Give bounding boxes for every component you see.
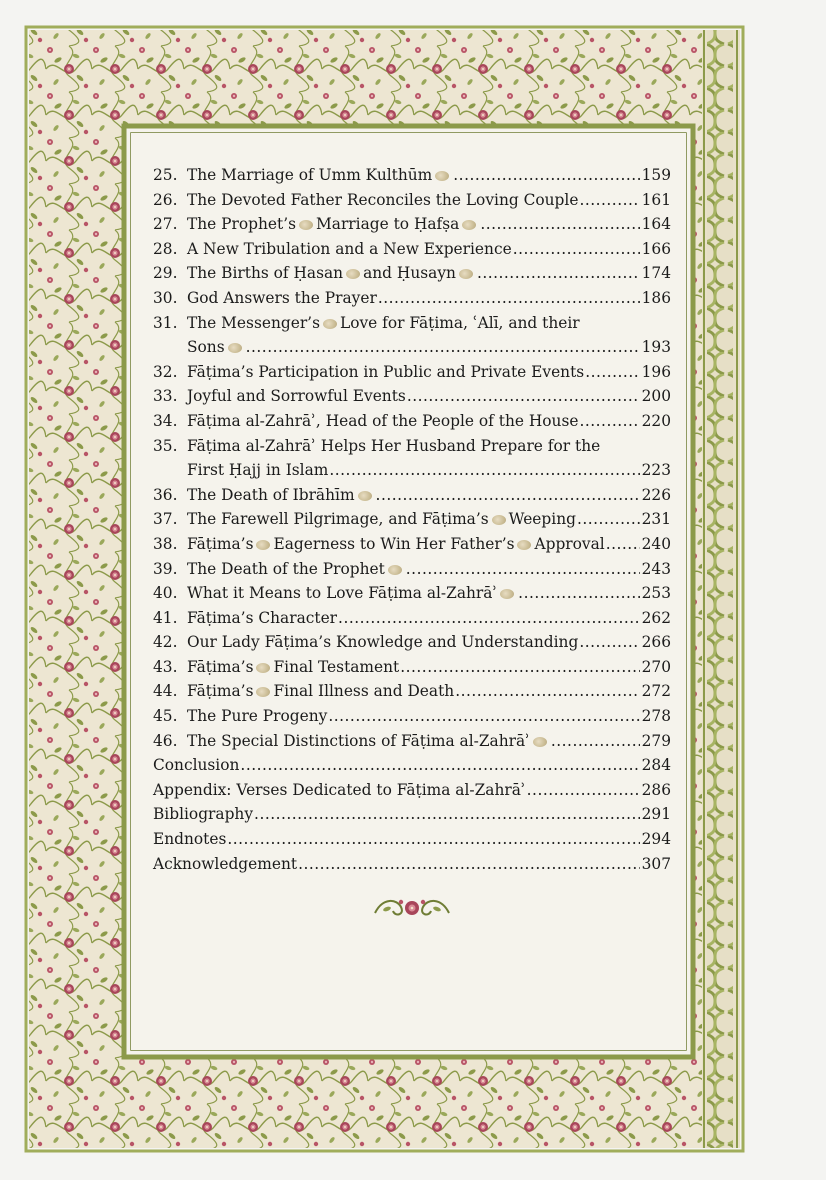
entry-title-text: The Prophet’s [187, 215, 297, 234]
toc-entry[interactable] [153, 261, 671, 286]
honorific-calligraphy-icon [256, 540, 270, 550]
entry-page-number: 231 [641, 510, 671, 529]
entry-page-number: 164 [641, 215, 671, 234]
leader-dots [585, 360, 640, 385]
honorific-calligraphy-icon [256, 687, 270, 697]
toc-entry[interactable] [153, 679, 671, 704]
leader-dots [518, 581, 640, 606]
honorific-calligraphy-icon [228, 343, 242, 353]
entry-title-text: Fāṭima’s Character [187, 608, 338, 627]
entry-number: 25. [153, 166, 178, 184]
toc-entry[interactable] [153, 286, 671, 311]
entry-page-number: 193 [641, 338, 671, 357]
entry-title-text: What it Means to Love Fāṭima al-Zahrāʾ [187, 584, 498, 603]
entry-title [187, 237, 512, 262]
entry-title [187, 458, 328, 483]
entry-title-text: The Marriage of Umm Kulthūm [187, 166, 433, 184]
entry-title-text: The Death of Ibrāhīm [187, 485, 355, 504]
honorific-calligraphy-icon [459, 269, 473, 279]
entry-title [187, 311, 580, 336]
entry-title-text: The Farewell Pilgrimage, and Fāṭima’s [187, 510, 489, 529]
toc-entry[interactable] [153, 704, 671, 729]
entry-page-number: 278 [641, 707, 671, 726]
toc-entry[interactable] [153, 163, 671, 188]
entry-title-text: Love for Fāṭima, ʿAlī, and their [339, 313, 580, 332]
entry-title [187, 704, 327, 729]
toc-entry[interactable] [153, 384, 671, 409]
toc-entry[interactable] [153, 778, 671, 803]
honorific-calligraphy-icon [492, 515, 506, 525]
entry-title [187, 286, 377, 311]
entry-title [187, 163, 452, 188]
leader-dots [527, 778, 640, 803]
entry-page-number: 243 [641, 559, 671, 578]
entry-title-text: The Pure Progeny [187, 707, 328, 726]
entry-title-text: The Births of Ḥasan [187, 264, 344, 283]
entry-page-number: 223 [641, 461, 671, 480]
entry-title-text: The Devoted Father Reconciles the Loving Couple [187, 190, 579, 209]
entry-title-text: Acknowledgement [153, 854, 298, 873]
honorific-calligraphy-icon [299, 220, 313, 230]
entry-page-number: 284 [641, 756, 671, 775]
leader-dots [254, 802, 640, 827]
entry-page-number: 196 [641, 362, 671, 381]
leader-dots [406, 557, 640, 582]
leader-dots [329, 458, 640, 483]
entry-number: 43. [153, 657, 178, 676]
entry-title [187, 212, 479, 237]
entry-page-number: 307 [641, 854, 671, 873]
entry-title-text: Fāṭima al-Zahrāʾ Helps Her Husband Prepare for the [187, 436, 601, 455]
entry-title [187, 360, 584, 385]
entry-title-text: Fāṭima’s [187, 682, 254, 701]
entry-title-text: First Ḥajj in Islam [187, 461, 329, 480]
toc-entry[interactable] [153, 507, 671, 532]
entry-title [187, 261, 476, 286]
entry-page-number: 166 [641, 239, 671, 258]
entry-title [187, 483, 375, 508]
toc-entry-continued[interactable] [153, 458, 671, 483]
entry-number: 33. [153, 387, 178, 406]
entry-page-number: 270 [641, 657, 671, 676]
entry-page-number: 220 [641, 411, 671, 430]
leader-dots [376, 483, 640, 508]
entry-number: 38. [153, 534, 178, 553]
entry-page-number: 186 [641, 288, 671, 307]
toc-entry[interactable] [153, 237, 671, 262]
entry-page-number: 279 [641, 731, 671, 750]
entry-title-text: Final Testament [273, 657, 400, 676]
entry-title [187, 581, 517, 606]
entry-title-text: Endnotes [153, 830, 227, 849]
leader-dots [407, 384, 640, 409]
leader-dots [513, 237, 640, 262]
entry-title-text: The Death of the Prophet [187, 559, 385, 578]
entry-page-number: 200 [641, 387, 671, 406]
toc-entry[interactable] [153, 753, 671, 778]
entry-title [187, 679, 454, 704]
entry-title [187, 409, 578, 434]
honorific-calligraphy-icon [533, 737, 547, 747]
toc-entry[interactable] [153, 557, 671, 582]
entry-number: 36. [153, 485, 178, 504]
entry-page-number: 291 [641, 805, 671, 824]
entry-title-text: Bibliography [153, 805, 254, 824]
entry-title-text: Final Illness and Death [273, 682, 455, 701]
entry-title-text: Our Lady Fāṭima’s Knowledge and Understanding [187, 633, 579, 652]
entry-number: 46. [153, 731, 178, 750]
entry-page-number: 253 [641, 584, 671, 603]
entry-title-text: Fāṭima’s Participation in Public and Private Events [187, 362, 585, 381]
toc-entry[interactable] [153, 409, 671, 434]
toc-entry[interactable] [153, 827, 671, 852]
honorific-calligraphy-icon [323, 319, 337, 329]
entry-title [187, 606, 337, 631]
entry-number: 29. [153, 264, 178, 283]
entry-title-text: Eagerness to Win Her Father’s [273, 534, 515, 553]
honorific-calligraphy-icon [462, 220, 476, 230]
leader-dots [606, 532, 640, 557]
toc-entry[interactable] [153, 532, 671, 557]
entry-number: 39. [153, 559, 178, 578]
honorific-calligraphy-icon [346, 269, 360, 279]
leader-dots [246, 335, 640, 360]
entry-page-number: 294 [641, 830, 671, 849]
entry-number: 34. [153, 411, 178, 430]
leader-dots [551, 729, 640, 754]
leader-dots [453, 163, 640, 188]
entry-page-number: 286 [641, 780, 671, 799]
toc-entry[interactable] [153, 360, 671, 385]
leader-dots [455, 679, 640, 704]
entry-page-number: 266 [641, 633, 671, 652]
honorific-calligraphy-icon [388, 565, 402, 575]
entry-page-number: 226 [641, 485, 671, 504]
toc-entry[interactable] [153, 802, 671, 827]
entry-number: 31. [153, 313, 178, 332]
entry-number: 44. [153, 682, 178, 701]
entry-number: 37. [153, 510, 178, 529]
entry-page-number: 159 [641, 166, 671, 184]
toc-entry[interactable] [153, 188, 671, 213]
entry-page-number: 262 [641, 608, 671, 627]
toc-entry[interactable] [153, 434, 671, 459]
leader-dots [579, 188, 640, 213]
entry-page-number: 240 [641, 534, 671, 553]
entry-number: 32. [153, 362, 178, 381]
toc-entry-continued[interactable] [153, 335, 671, 360]
entry-title-text: The Special Distinctions of Fāṭima al-Zahrāʾ [187, 731, 530, 750]
toc-entry[interactable] [153, 311, 671, 336]
entry-number: 42. [153, 633, 178, 652]
entry-title [187, 630, 578, 655]
leader-dots [240, 753, 640, 778]
toc-entry[interactable] [153, 729, 671, 754]
toc-entry[interactable] [153, 852, 671, 877]
entry-number: 41. [153, 608, 178, 627]
entry-title-text: The Messenger’s [187, 313, 320, 332]
entry-title-text: and Ḥusayn [363, 264, 456, 283]
entry-title [187, 507, 576, 532]
entry-title [153, 802, 253, 827]
entry-title [153, 852, 297, 877]
toc-entry[interactable] [153, 655, 671, 680]
toc-entry[interactable] [153, 581, 671, 606]
entry-number: 26. [153, 190, 178, 209]
entry-number: 30. [153, 288, 178, 307]
leader-dots [480, 212, 640, 237]
entry-title [187, 532, 605, 557]
entry-title-text: Weeping [508, 510, 576, 529]
entry-number: 45. [153, 707, 178, 726]
entry-title-text: Fāṭima’s [187, 657, 254, 676]
leader-dots [227, 827, 640, 852]
entry-number: 40. [153, 584, 178, 603]
entry-title-text: Sons [187, 338, 225, 357]
entry-title-text: Fāṭima’s [187, 534, 254, 553]
entry-title-text: Appendix: Verses Dedicated to Fāṭima al-Zahrāʾ [153, 780, 526, 799]
entry-title [153, 778, 526, 803]
entry-title [153, 753, 239, 778]
entry-title [187, 557, 405, 582]
leader-dots [579, 409, 640, 434]
leader-dots [298, 852, 640, 877]
entry-title-text: Approval [534, 534, 605, 553]
entry-page-number: 272 [641, 682, 671, 701]
entry-title-text: Marriage to Ḥafṣa [316, 215, 460, 234]
toc-entry[interactable] [153, 483, 671, 508]
leader-dots [400, 655, 640, 680]
leader-dots [338, 606, 640, 631]
entry-title-text: A New Tribulation and a New Experience [187, 239, 512, 258]
entry-title [187, 729, 550, 754]
entry-title [153, 827, 226, 852]
entry-title-text: Fāṭima al-Zahrāʾ, Head of the People of the House [187, 411, 579, 430]
toc-entry[interactable] [153, 630, 671, 655]
entry-title [187, 655, 399, 680]
entry-number: 27. [153, 215, 178, 234]
entry-title [187, 335, 245, 360]
honorific-calligraphy-icon [500, 589, 514, 599]
entry-title [187, 434, 600, 459]
honorific-calligraphy-icon [256, 663, 270, 673]
entry-page-number: 161 [641, 190, 671, 209]
honorific-calligraphy-icon [435, 171, 449, 181]
leader-dots [378, 286, 640, 311]
leader-dots [579, 630, 640, 655]
entry-number: 28. [153, 239, 178, 258]
entry-page-number: 174 [641, 264, 671, 283]
toc-entry[interactable] [153, 212, 671, 237]
entry-title [187, 188, 578, 213]
honorific-calligraphy-icon [358, 491, 372, 501]
floral-ornament-icon [371, 893, 453, 921]
leader-dots [328, 704, 640, 729]
entry-title-text: Conclusion [153, 756, 240, 775]
entry-title-text: Joyful and Sorrowful Events [187, 387, 406, 406]
leader-dots [577, 507, 640, 532]
toc-entry[interactable] [153, 606, 671, 631]
entry-title-text: God Answers the Prayer [187, 288, 377, 307]
entry-number: 35. [153, 436, 178, 455]
table-of-contents [153, 163, 671, 876]
leader-dots [477, 261, 640, 286]
entry-title [187, 384, 406, 409]
honorific-calligraphy-icon [517, 540, 531, 550]
